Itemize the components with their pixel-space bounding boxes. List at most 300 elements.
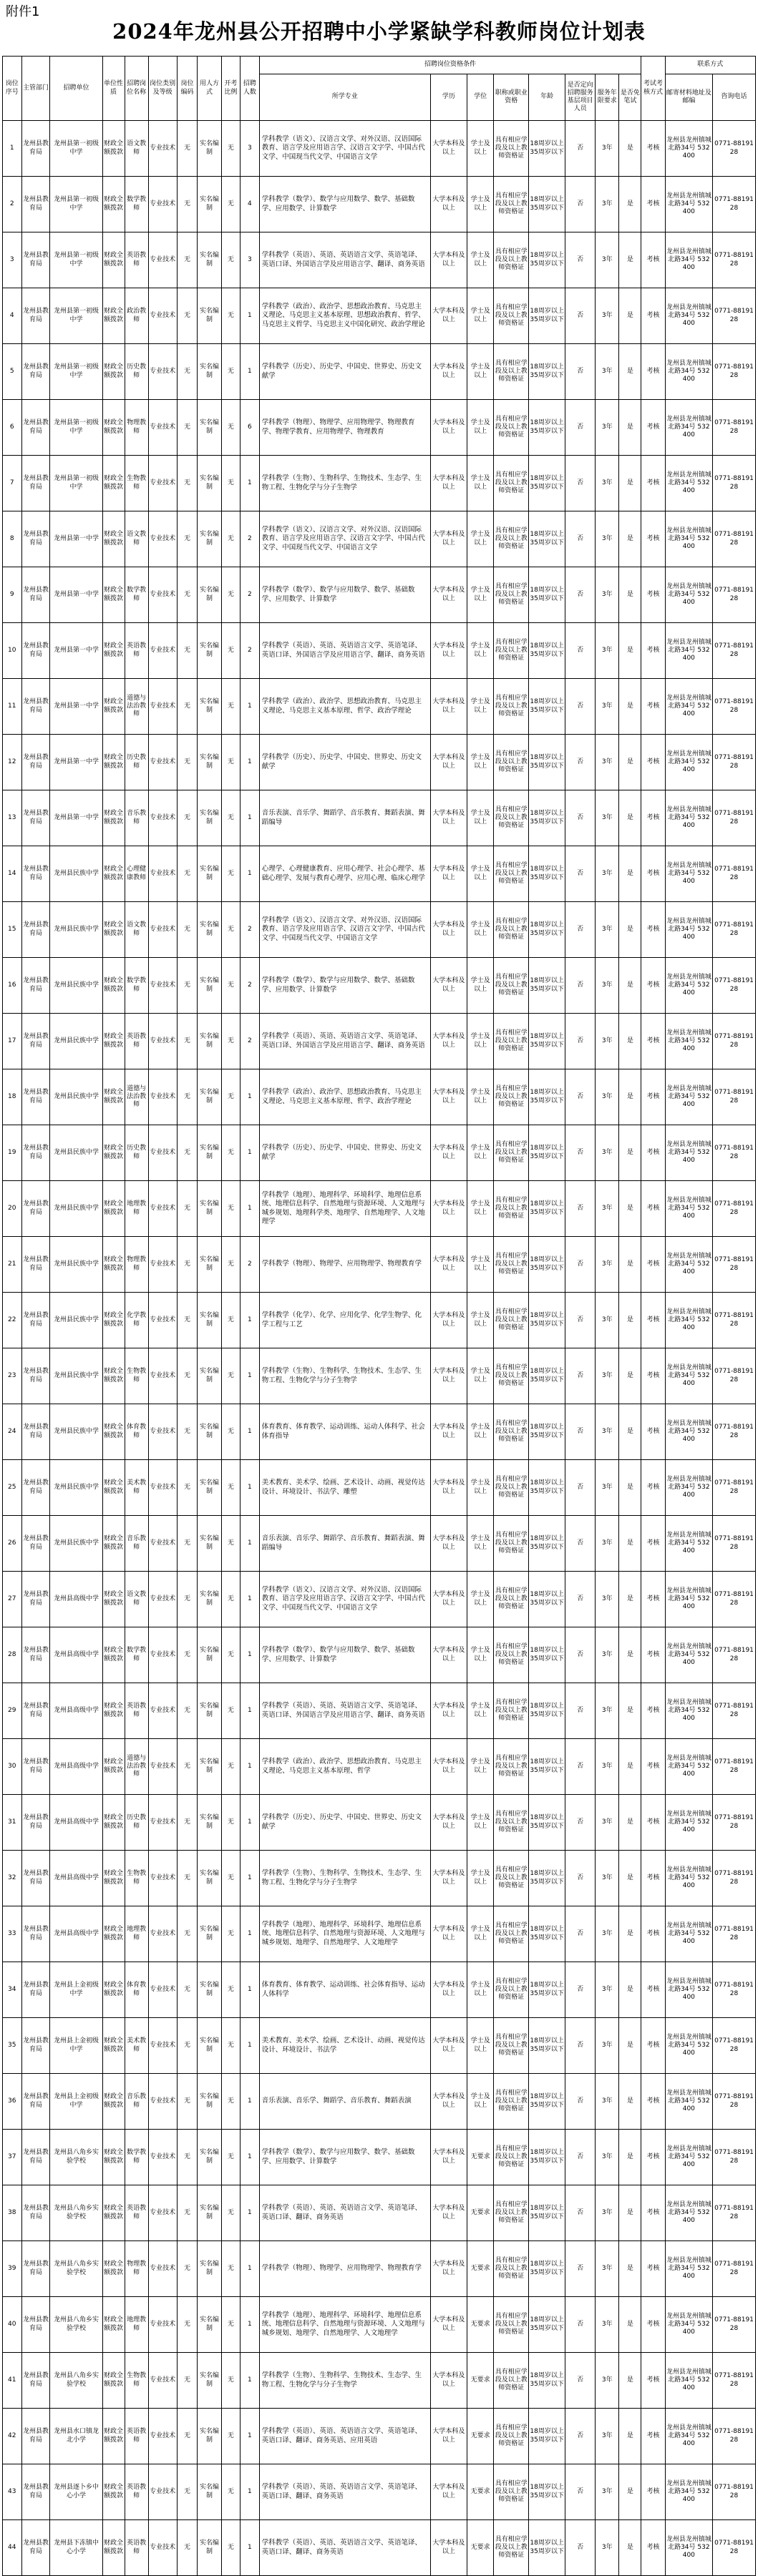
cell-post-name: 数学教师: [125, 2130, 148, 2185]
cell-mail-address: 龙州县龙州镇城北路34号 532400: [665, 1962, 712, 2018]
cell-mail-address: 龙州县龙州镇城北路34号 532400: [665, 790, 712, 846]
cell-grassroots: 否: [565, 1795, 596, 1851]
cell-service-years: 3年: [596, 1572, 619, 1627]
cell-major: 学科教学（政治）、政治学、思想政治教育、马克思主义理论、马克思主义基本原理、哲学、政治学理论: [259, 679, 430, 735]
cell-post-category: 专业技术: [148, 456, 177, 511]
cell-post-code: 无: [177, 2241, 198, 2297]
cell-exam-ratio: 无: [221, 2185, 240, 2241]
cell-education: 大学本科及以上: [430, 1237, 467, 1293]
header-dept: 主管部门: [21, 57, 50, 121]
cell-phone: 0771-8819128: [713, 1293, 756, 1348]
table-row: [3, 1627, 756, 1683]
cell-employ-method: 实名编制: [198, 1906, 221, 1962]
cell-unit: 龙州县八角乡实验学校: [50, 2185, 102, 2241]
cell-phone: 0771-8819128: [713, 1069, 756, 1125]
cell-exam-method: 考核: [641, 400, 665, 456]
cell-post-name: 数学教师: [125, 1627, 148, 1683]
cell-age: 18周岁以上35周岁以下: [529, 2241, 565, 2297]
cell-service-years: 3年: [596, 456, 619, 511]
cell-degree: 学士及以上: [467, 1627, 494, 1683]
cell-written-exam: 是: [619, 2409, 641, 2464]
cell-employ-method: 实名编制: [198, 1795, 221, 1851]
cell-exam-method: 考核: [641, 2185, 665, 2241]
cell-age: 18周岁以上35周岁以下: [529, 1348, 565, 1404]
cell-education: 大学本科及以上: [430, 1181, 467, 1237]
cell-unit-nature: 财政全额拨款: [102, 958, 125, 1014]
cell-exam-method: 考核: [641, 2520, 665, 2576]
table-row: [3, 1962, 756, 2018]
cell-written-exam: 是: [619, 790, 641, 846]
cell-age: 18周岁以上35周岁以下: [529, 2297, 565, 2353]
cell-unit: 龙州县第一中学: [50, 735, 102, 790]
cell-post-code: 无: [177, 2130, 198, 2185]
cell-unit: 龙州县第一初级中学: [50, 288, 102, 344]
cell-unit: 龙州县民族中学: [50, 1348, 102, 1404]
cell-education: 大学本科及以上: [430, 1962, 467, 2018]
cell-exam-method: 考核: [641, 1348, 665, 1404]
cell-dept: 龙州县教育局: [21, 2074, 50, 2130]
cell-count: 1: [240, 2353, 260, 2409]
cell-education: 大学本科及以上: [430, 958, 467, 1014]
cell-post-category: 专业技术: [148, 344, 177, 400]
cell-unit-nature: 财政全额拨款: [102, 567, 125, 623]
cell-title-qual: 具有相应学段及以上教师资格证: [494, 1739, 529, 1795]
cell-major: 学科教学（物理）、物理学、应用物理学、物理教育学、物理学教育、应用物理学、物理教育: [259, 400, 430, 456]
cell-phone: 0771-8819128: [713, 2297, 756, 2353]
cell-written-exam: 是: [619, 1348, 641, 1404]
cell-employ-method: 实名编制: [198, 232, 221, 288]
table-row: [3, 1125, 756, 1181]
header-grassroots: 是否定向招聘服务基层项目人员: [565, 74, 596, 121]
cell-title-qual: 具有相应学段及以上教师资格证: [494, 846, 529, 902]
cell-post-category: 专业技术: [148, 232, 177, 288]
cell-phone: 0771-8819128: [713, 288, 756, 344]
cell-title-qual: 具有相应学段及以上教师资格证: [494, 2409, 529, 2464]
cell-major: 学科教学（地理）、地理科学、环境科学、地理信息系统、地理信息科学、自然地理与资源环境、人文地理与城乡规划、地理学、自然地理学、人文地理学: [259, 2297, 430, 2353]
cell-post-name: 英语教师: [125, 1014, 148, 1069]
table-row: [3, 1683, 756, 1739]
table-row: [3, 679, 756, 735]
cell-dept: 龙州县教育局: [21, 1404, 50, 1460]
cell-exam-ratio: 无: [221, 1460, 240, 1516]
cell-unit: 龙州县第一中学: [50, 679, 102, 735]
cell-dept: 龙州县教育局: [21, 121, 50, 177]
cell-written-exam: 是: [619, 2074, 641, 2130]
table-row: [3, 2074, 756, 2130]
cell-major: 学科教学（历史）、历史学、中国史、世界史、历史文献学: [259, 735, 430, 790]
cell-major: 学科教学（数学）、数学与应用数学、数学、基础数学、应用数学、计算数学: [259, 2130, 430, 2185]
cell-education: 大学本科及以上: [430, 2241, 467, 2297]
cell-age: 18周岁以上35周岁以下: [529, 1404, 565, 1460]
cell-education: 大学本科及以上: [430, 2464, 467, 2520]
cell-post-code: 无: [177, 1739, 198, 1795]
cell-post-code: 无: [177, 2297, 198, 2353]
cell-count: 1: [240, 1348, 260, 1404]
cell-unit-nature: 财政全额拨款: [102, 1014, 125, 1069]
cell-degree: 学士及以上: [467, 177, 494, 232]
cell-post-code: 无: [177, 2353, 198, 2409]
cell-mail-address: 龙州县龙州镇城北路34号 532400: [665, 1683, 712, 1739]
cell-post-category: 专业技术: [148, 1181, 177, 1237]
cell-age: 18周岁以上35周岁以下: [529, 1906, 565, 1962]
cell-post-code: 无: [177, 679, 198, 735]
cell-education: 大学本科及以上: [430, 1627, 467, 1683]
cell-seq: 41: [3, 2353, 22, 2409]
cell-service-years: 3年: [596, 1683, 619, 1739]
cell-seq: 26: [3, 1516, 22, 1572]
cell-seq: 4: [3, 288, 22, 344]
cell-unit: 龙州县上金初级中学: [50, 1962, 102, 2018]
cell-count: 1: [240, 735, 260, 790]
cell-exam-method: 考核: [641, 1962, 665, 2018]
cell-post-category: 专业技术: [148, 1348, 177, 1404]
cell-seq: 36: [3, 2074, 22, 2130]
cell-title-qual: 具有相应学段及以上教师资格证: [494, 679, 529, 735]
cell-major: 学科教学（政治）、政治学、思想政治教育、马克思主义理论、马克思主义基本原理、哲学: [259, 1739, 430, 1795]
cell-unit: 龙州县民族中学: [50, 1125, 102, 1181]
cell-dept: 龙州县教育局: [21, 567, 50, 623]
cell-seq: 24: [3, 1404, 22, 1460]
cell-education: 大学本科及以上: [430, 1795, 467, 1851]
cell-mail-address: 龙州县龙州镇城北路34号 532400: [665, 2241, 712, 2297]
cell-dept: 龙州县教育局: [21, 2409, 50, 2464]
cell-degree: 学士及以上: [467, 2018, 494, 2074]
cell-mail-address: 龙州县龙州镇城北路34号 532400: [665, 2297, 712, 2353]
cell-title-qual: 具有相应学段及以上教师资格证: [494, 177, 529, 232]
cell-mail-address: 龙州县龙州镇城北路34号 532400: [665, 2018, 712, 2074]
cell-written-exam: 是: [619, 735, 641, 790]
cell-post-code: 无: [177, 1348, 198, 1404]
cell-seq: 6: [3, 400, 22, 456]
cell-exam-ratio: 无: [221, 1237, 240, 1293]
cell-post-name: 英语教师: [125, 2464, 148, 2520]
cell-post-code: 无: [177, 456, 198, 511]
cell-major: 学科教学（政治）、政治学、思想政治教育、马克思主义理论、马克思主义基本原理、哲学、政治学理论: [259, 1069, 430, 1125]
cell-phone: 0771-8819128: [713, 567, 756, 623]
cell-post-code: 无: [177, 1851, 198, 1906]
cell-post-code: 无: [177, 1906, 198, 1962]
cell-employ-method: 实名编制: [198, 2074, 221, 2130]
cell-employ-method: 实名编制: [198, 902, 221, 958]
cell-post-category: 专业技术: [148, 2018, 177, 2074]
cell-grassroots: 否: [565, 1516, 596, 1572]
cell-post-category: 专业技术: [148, 735, 177, 790]
cell-mail-address: 龙州县龙州镇城北路34号 532400: [665, 1348, 712, 1404]
cell-employ-method: 实名编制: [198, 1460, 221, 1516]
cell-unit-nature: 财政全额拨款: [102, 1348, 125, 1404]
cell-post-name: 美术教师: [125, 1460, 148, 1516]
cell-count: 1: [240, 1404, 260, 1460]
cell-grassroots: 否: [565, 1293, 596, 1348]
cell-education: 大学本科及以上: [430, 2185, 467, 2241]
cell-education: 大学本科及以上: [430, 400, 467, 456]
cell-mail-address: 龙州县龙州镇城北路34号 532400: [665, 400, 712, 456]
cell-major: 学科教学（历史）、历史学、中国史、世界史、历史文献学: [259, 344, 430, 400]
cell-post-code: 无: [177, 2185, 198, 2241]
cell-exam-method: 考核: [641, 735, 665, 790]
cell-service-years: 3年: [596, 1906, 619, 1962]
cell-dept: 龙州县教育局: [21, 902, 50, 958]
cell-phone: 0771-8819128: [713, 1627, 756, 1683]
cell-post-code: 无: [177, 735, 198, 790]
table-row: [3, 2241, 756, 2297]
cell-seq: 39: [3, 2241, 22, 2297]
cell-degree: 学士及以上: [467, 902, 494, 958]
cell-education: 大学本科及以上: [430, 232, 467, 288]
cell-post-name: 地理教师: [125, 1181, 148, 1237]
cell-education: 大学本科及以上: [430, 1069, 467, 1125]
cell-age: 18周岁以上35周岁以下: [529, 1069, 565, 1125]
cell-count: 1: [240, 1851, 260, 1906]
cell-mail-address: 龙州县龙州镇城北路34号 532400: [665, 1237, 712, 1293]
cell-post-code: 无: [177, 1627, 198, 1683]
cell-major: 学科教学（英语）、英语、英语语言文学、英语笔译、英语口译、外国语言学及应用语言学、翻译、商务英语: [259, 1683, 430, 1739]
header-unit-nature: 单位性质: [102, 57, 125, 121]
cell-age: 18周岁以上35周岁以下: [529, 344, 565, 400]
cell-title-qual: 具有相应学段及以上教师资格证: [494, 456, 529, 511]
cell-post-name: 道德与法治教师: [125, 679, 148, 735]
cell-major: 学科教学（化学）、化学、应用化学、化学生物学、化学工程与工艺: [259, 1293, 430, 1348]
cell-count: 2: [240, 958, 260, 1014]
cell-post-category: 专业技术: [148, 1014, 177, 1069]
cell-post-name: 数学教师: [125, 177, 148, 232]
cell-written-exam: 是: [619, 1516, 641, 1572]
table-body: [3, 121, 756, 2576]
cell-unit-nature: 财政全额拨款: [102, 623, 125, 679]
cell-post-category: 专业技术: [148, 1795, 177, 1851]
cell-mail-address: 龙州县龙州镇城北路34号 532400: [665, 623, 712, 679]
cell-age: 18周岁以上35周岁以下: [529, 1851, 565, 1906]
cell-exam-ratio: 无: [221, 1851, 240, 1906]
cell-employ-method: 实名编制: [198, 1181, 221, 1237]
cell-exam-ratio: 无: [221, 2241, 240, 2297]
cell-post-name: 英语教师: [125, 2185, 148, 2241]
cell-exam-ratio: 无: [221, 344, 240, 400]
cell-seq: 20: [3, 1181, 22, 1237]
cell-grassroots: 否: [565, 1348, 596, 1404]
cell-grassroots: 否: [565, 2297, 596, 2353]
table-row: [3, 1516, 756, 1572]
table-row: [3, 344, 756, 400]
cell-unit-nature: 财政全额拨款: [102, 288, 125, 344]
cell-service-years: 3年: [596, 735, 619, 790]
cell-phone: 0771-8819128: [713, 456, 756, 511]
cell-mail-address: 龙州县龙州镇城北路34号 532400: [665, 1851, 712, 1906]
cell-post-code: 无: [177, 511, 198, 567]
cell-exam-method: 考核: [641, 344, 665, 400]
cell-post-code: 无: [177, 1181, 198, 1237]
cell-unit: 龙州县逐卜乡中心小学: [50, 2464, 102, 2520]
cell-post-category: 专业技术: [148, 790, 177, 846]
cell-exam-method: 考核: [641, 1516, 665, 1572]
cell-written-exam: 是: [619, 177, 641, 232]
cell-post-category: 专业技术: [148, 1404, 177, 1460]
cell-post-category: 专业技术: [148, 1572, 177, 1627]
cell-major: 音乐表演、音乐学、舞蹈学、音乐教育、舞蹈表演: [259, 2074, 430, 2130]
header-post-name: 招聘岗位名称: [125, 57, 148, 121]
cell-count: 1: [240, 2130, 260, 2185]
cell-grassroots: 否: [565, 2130, 596, 2185]
cell-grassroots: 否: [565, 2464, 596, 2520]
cell-count: 1: [240, 344, 260, 400]
cell-title-qual: 具有相应学段及以上教师资格证: [494, 1125, 529, 1181]
cell-written-exam: 是: [619, 2353, 641, 2409]
cell-seq: 27: [3, 1572, 22, 1627]
cell-service-years: 3年: [596, 1014, 619, 1069]
table-row: [3, 1069, 756, 1125]
cell-post-code: 无: [177, 1014, 198, 1069]
header-major: 所学专业: [259, 74, 430, 121]
table-row: [3, 1460, 756, 1516]
cell-exam-ratio: 无: [221, 1014, 240, 1069]
cell-exam-ratio: 无: [221, 232, 240, 288]
cell-title-qual: 具有相应学段及以上教师资格证: [494, 2520, 529, 2576]
cell-degree: 学士及以上: [467, 846, 494, 902]
cell-count: 1: [240, 1293, 260, 1348]
cell-post-category: 专业技术: [148, 1683, 177, 1739]
cell-exam-ratio: 无: [221, 846, 240, 902]
cell-exam-method: 考核: [641, 1404, 665, 1460]
cell-mail-address: 龙州县龙州镇城北路34号 532400: [665, 1014, 712, 1069]
cell-title-qual: 具有相应学段及以上教师资格证: [494, 1683, 529, 1739]
cell-exam-ratio: 无: [221, 1293, 240, 1348]
table-row: [3, 1572, 756, 1627]
cell-age: 18周岁以上35周岁以下: [529, 2018, 565, 2074]
cell-education: 大学本科及以上: [430, 1460, 467, 1516]
cell-dept: 龙州县教育局: [21, 456, 50, 511]
cell-employ-method: 实名编制: [198, 1516, 221, 1572]
cell-post-name: 历史教师: [125, 1795, 148, 1851]
cell-title-qual: 具有相应学段及以上教师资格证: [494, 2297, 529, 2353]
cell-education: 大学本科及以上: [430, 679, 467, 735]
cell-post-name: 物理教师: [125, 400, 148, 456]
cell-title-qual: 具有相应学段及以上教师资格证: [494, 1906, 529, 1962]
cell-mail-address: 龙州县龙州镇城北路34号 532400: [665, 1572, 712, 1627]
cell-age: 18周岁以上35周岁以下: [529, 2520, 565, 2576]
table-row: [3, 2353, 756, 2409]
cell-unit-nature: 财政全额拨款: [102, 232, 125, 288]
cell-age: 18周岁以上35周岁以下: [529, 1181, 565, 1237]
cell-count: 1: [240, 456, 260, 511]
cell-exam-ratio: 无: [221, 1627, 240, 1683]
cell-title-qual: 具有相应学段及以上教师资格证: [494, 902, 529, 958]
cell-major: 学科教学（数学）、数学与应用数学、数学、基础数学、应用数学、计算数学: [259, 177, 430, 232]
cell-post-code: 无: [177, 177, 198, 232]
cell-degree: 学士及以上: [467, 1404, 494, 1460]
table-row: [3, 958, 756, 1014]
cell-education: 大学本科及以上: [430, 790, 467, 846]
cell-unit-nature: 财政全额拨款: [102, 2185, 125, 2241]
cell-dept: 龙州县教育局: [21, 1460, 50, 1516]
cell-degree: 学士及以上: [467, 1014, 494, 1069]
table-row: [3, 1404, 756, 1460]
cell-post-code: 无: [177, 121, 198, 177]
cell-count: 2: [240, 1014, 260, 1069]
cell-phone: 0771-8819128: [713, 1125, 756, 1181]
cell-exam-method: 考核: [641, 1739, 665, 1795]
cell-mail-address: 龙州县龙州镇城北路34号 532400: [665, 1795, 712, 1851]
cell-count: 1: [240, 790, 260, 846]
cell-major: 学科教学（语文）、汉语言文学、对外汉语、汉语国际教育、语言学及应用语言学、汉语言文字学、中国古代文学、中国现当代文学、中国语言文学: [259, 902, 430, 958]
cell-post-category: 专业技术: [148, 902, 177, 958]
cell-written-exam: 是: [619, 1181, 641, 1237]
cell-major: 学科教学（语文）、汉语言文学、对外汉语、汉语国际教育、语言学及应用语言学、汉语言文字学、中国古代文学、中国现当代文学、中国语言文学: [259, 121, 430, 177]
cell-seq: 25: [3, 1460, 22, 1516]
cell-seq: 43: [3, 2464, 22, 2520]
cell-grassroots: 否: [565, 846, 596, 902]
cell-unit: 龙州县高级中学: [50, 1795, 102, 1851]
cell-education: 大学本科及以上: [430, 2297, 467, 2353]
cell-grassroots: 否: [565, 567, 596, 623]
cell-major: 学科教学（语文）、汉语言文学、对外汉语、汉语国际教育、语言学及应用语言学、汉语言文字学、中国古代文学、中国现当代文学、中国语言文学: [259, 511, 430, 567]
cell-exam-ratio: 无: [221, 2130, 240, 2185]
cell-service-years: 3年: [596, 1348, 619, 1404]
cell-grassroots: 否: [565, 1181, 596, 1237]
cell-count: 1: [240, 2409, 260, 2464]
cell-major: 音乐表演、音乐学、舞蹈学、音乐教育、舞蹈表演、舞蹈编导: [259, 790, 430, 846]
cell-exam-ratio: 无: [221, 1069, 240, 1125]
cell-seq: 13: [3, 790, 22, 846]
cell-age: 18周岁以上35周岁以下: [529, 1293, 565, 1348]
cell-count: 1: [240, 288, 260, 344]
table-row: [3, 232, 756, 288]
cell-age: 18周岁以上35周岁以下: [529, 288, 565, 344]
cell-count: 6: [240, 400, 260, 456]
cell-exam-method: 考核: [641, 456, 665, 511]
cell-title-qual: 具有相应学段及以上教师资格证: [494, 735, 529, 790]
cell-post-name: 语文教师: [125, 511, 148, 567]
cell-exam-ratio: 无: [221, 902, 240, 958]
cell-exam-method: 考核: [641, 2018, 665, 2074]
cell-exam-ratio: 无: [221, 790, 240, 846]
cell-degree: 学士及以上: [467, 1572, 494, 1627]
cell-post-code: 无: [177, 1962, 198, 2018]
cell-mail-address: 龙州县龙州镇城北路34号 532400: [665, 344, 712, 400]
cell-title-qual: 具有相应学段及以上教师资格证: [494, 1014, 529, 1069]
cell-exam-ratio: 无: [221, 1125, 240, 1181]
cell-service-years: 3年: [596, 2297, 619, 2353]
cell-count: 1: [240, 1795, 260, 1851]
cell-title-qual: 具有相应学段及以上教师资格证: [494, 1348, 529, 1404]
cell-employ-method: 实名编制: [198, 2464, 221, 2520]
cell-employ-method: 实名编制: [198, 1683, 221, 1739]
cell-education: 大学本科及以上: [430, 511, 467, 567]
cell-post-name: 生物教师: [125, 456, 148, 511]
cell-title-qual: 具有相应学段及以上教师资格证: [494, 567, 529, 623]
cell-unit: 龙州县民族中学: [50, 1181, 102, 1237]
cell-degree: 无要求: [467, 2409, 494, 2464]
cell-service-years: 3年: [596, 2130, 619, 2185]
cell-title-qual: 具有相应学段及以上教师资格证: [494, 1795, 529, 1851]
cell-unit: 龙州县第一中学: [50, 623, 102, 679]
cell-title-qual: 具有相应学段及以上教师资格证: [494, 2130, 529, 2185]
cell-degree: 学士及以上: [467, 1293, 494, 1348]
table-row: [3, 2520, 756, 2576]
header-exam-method: 考试考核方式: [641, 57, 665, 121]
cell-service-years: 3年: [596, 177, 619, 232]
cell-title-qual: 具有相应学段及以上教师资格证: [494, 2018, 529, 2074]
cell-education: 大学本科及以上: [430, 2409, 467, 2464]
cell-service-years: 3年: [596, 623, 619, 679]
cell-education: 大学本科及以上: [430, 288, 467, 344]
cell-post-category: 专业技术: [148, 1962, 177, 2018]
cell-grassroots: 否: [565, 2409, 596, 2464]
cell-exam-method: 考核: [641, 1237, 665, 1293]
cell-major: 学科教学（政治）、政治学、思想政治教育、马克思主义理论、马克思主义基本原理、思想政治教育、哲学、马克思主义哲学、马克思主义中国化研究、政治学理论: [259, 288, 430, 344]
cell-phone: 0771-8819128: [713, 790, 756, 846]
cell-post-category: 专业技术: [148, 2185, 177, 2241]
cell-major: 美术教育、美术学、绘画、艺术设计、动画、视觉传达设计、环境设计、书法学: [259, 2018, 430, 2074]
